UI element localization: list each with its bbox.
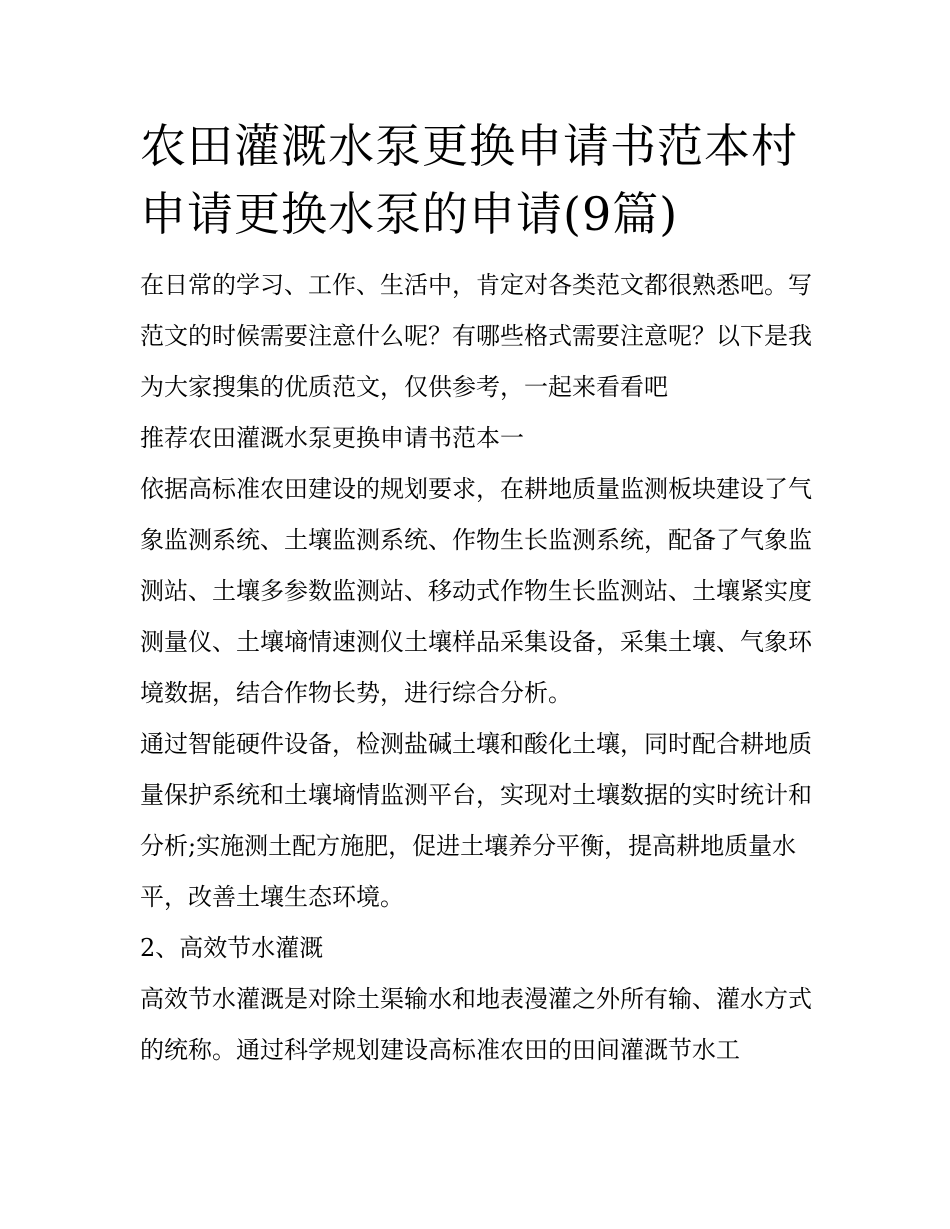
subsection-heading: 2、高效节水灌溉	[140, 934, 324, 962]
section-heading: 推荐农田灌溉水泵更换申请书范本一	[140, 424, 524, 452]
intro-paragraph: 在日常的学习、工作、生活中，肯定对各类范文都很熟悉吧。写范文的时候需要注意什么呢？有哪些格式需要注意呢？以下是我为大家搜集的优质范文，仅供参考，一起来看看吧	[140, 271, 812, 401]
document-title: 农田灌溉水泵更换申请书范本村申请更换水泵的申请(9篇)	[140, 119, 798, 241]
document-content	[140, 112, 820, 1076]
body-paragraph: 高效节水灌溉是对除土渠输水和地表漫灌之外所有输、灌水方式的统称。通过科学规划建设高标准农田的田间灌溉节水工	[140, 985, 812, 1064]
document-body	[140, 260, 820, 1076]
body-paragraph: 通过智能硬件设备，检测盐碱土壤和酸化土壤，同时配合耕地质量保护系统和土壤墒情监测平台，实现对土壤数据的实时统计和分析;实施测土配方施肥，促进土壤养分平衡，提高耕地质量水平，改善土壤生态环境。	[140, 730, 812, 911]
body-paragraph: 依据高标准农田建设的规划要求，在耕地质量监测板块建设了气象监测系统、土壤监测系统、作物生长监测系统，配备了气象监测站、土壤多参数监测站、移动式作物生长监测站、土壤紧实度测量仪、土壤墒情速测仪土壤样品采集设备，采集土壤、气象环境数据，结合作物长势，进行综合分析。	[140, 475, 812, 707]
